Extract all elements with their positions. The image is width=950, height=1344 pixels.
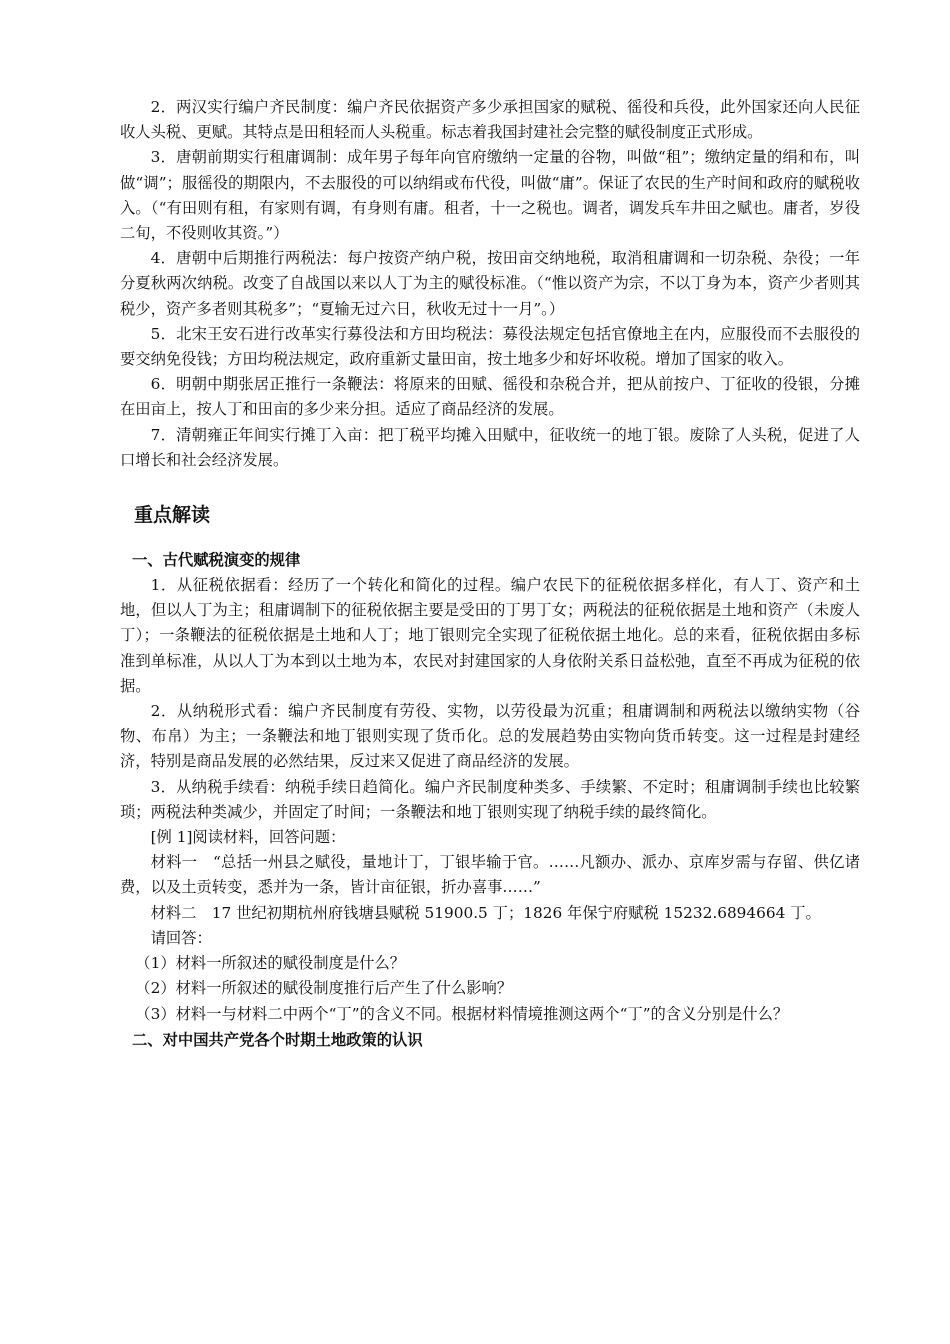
- rule-paragraph-1: 1．从征税依据看：经历了一个转化和简化的过程。编户农民下的征税依据多样化，有人丁、资产和土地，但以人丁为主；租庸调制下的征税依据主要是受田的丁男丁女；两税法的征税依据是土地和资产（未废人丁）；一条鞭法的征税依据是土地和人丁；地丁银则完全实现了征税依据土地化。总的来看，征税依据由多标准到单标准，从以人丁为本到以土地为本，农民对封建国家的人身依附关系日益松弛，直至不再成为征税的依据。: [120, 576, 860, 695]
- list-item-2: 2．两汉实行编户齐民制度：编户齐民依据资产多少承担国家的赋税、徭役和兵役，此外国家还向人民征收人头税、更赋。其特点是田租轻而人头税重。标志着我国封建社会完整的赋役制度正式形成。: [120, 98, 860, 142]
- example-label: [例 1]阅读材料，回答问题：: [150, 828, 346, 847]
- rule-paragraph-2: 2．从纳税形式看：编户齐民制度有劳役、实物，以劳役最为沉重；租庸调制和两税法以缴纳实物（谷物、布帛）为主；一条鞭法和地丁银则实现了货币化。总的发展趋势由实物向货币转变。这一过程是封建经济，特别是商品发展的必然结果，反过来又促进了商品经济的发展。: [120, 702, 860, 771]
- rule-paragraph-3: 3．从纳税手续看：纳税手续日趋简化。编户齐民制度种类多、手续繁、不定时；租庸调制手续也比较繁琐；两税法种类减少，并固定了时间；一条鞭法和地丁银则实现了纳税手续的最终简化。: [120, 777, 860, 821]
- subheading-1: 一、古代赋税演变的规律: [132, 551, 301, 570]
- list-item-6: 6．明朝中期张居正推行一条鞭法：将原来的田赋、徭役和杂税合并，把从前按户、丁征收的役银，分摊在田亩上，按人丁和田亩的多少来分担。适应了商品经济的发展。: [120, 375, 860, 419]
- material-1: 材料一 “总括一州县之赋役，量地计丁，丁银毕输于官。……凡额办、派办、京库岁需与存留、供亿诸费，以及土贡转变，悉并为一条，皆计亩征银，折办喜事……”: [120, 853, 860, 897]
- list-item-7: 7．清朝雍正年间实行摊丁入亩：把丁税平均摊入田赋中，征收统一的地丁银。废除了人头税，促进了人口增长和社会经济发展。: [120, 425, 860, 469]
- list-item-5: 5．北宋王安石进行改革实行募役法和方田均税法：募役法规定包括官僚地主在内，应服役而不去服役的要交纳免役钱；方田均税法规定，政府重新丈量田亩，按土地多少和好坏收税。增加了国家的收入。: [120, 324, 860, 369]
- material-2: 材料二 17 世纪初期杭州府钱塘县赋税 51900.5 丁；1826 年保宁府赋税 15232.6894664 丁。: [150, 903, 821, 922]
- question-3: （3）材料一与材料二中两个“丁”的含义不同。根据材料情境推测这两个“丁”的含义分别是什么？: [135, 1004, 789, 1023]
- list-item-3: 3．唐朝前期实行租庸调制：成年男子每年向官府缴纳一定量的谷物，叫做“租”；缴纳定量的绢和布，叫做“调”；服徭役的期限内，不去服役的可以纳绢或布代役，叫做“庸”。保证了农民的生产时间和政府的赋税收入。（“有田则有租，有家则有调，有身则有庸。租者，十一之税也。调者，调发兵车井田之赋也。庸者，岁役二旬，不役则收其资。”）: [120, 148, 860, 243]
- section-heading: 重点解读: [134, 504, 211, 527]
- question-prompt: 请回答：: [150, 928, 212, 947]
- question-2: （2）材料一所叙述的赋役制度推行后产生了什么影响？: [135, 979, 513, 998]
- list-item-4: 4．唐朝中后期推行两税法：每户按资产纳户税，按田亩交纳地税，取消租庸调和一切杂税、杂役；一年分夏秋两次纳税。改变了自战国以来以人丁为主的赋役标准。（“惟以资产为宗，不以丁身为本，资产少者则其税少，资产多者则其税多”；“夏输无过六日，秋收无过十一月”。）: [120, 249, 860, 318]
- question-1: （1）材料一所叙述的赋役制度是什么？: [135, 954, 406, 973]
- document-body: [120, 95, 860, 1053]
- subheading-2: 二、对中国共产党各个时期土地政策的认识: [132, 1030, 423, 1049]
